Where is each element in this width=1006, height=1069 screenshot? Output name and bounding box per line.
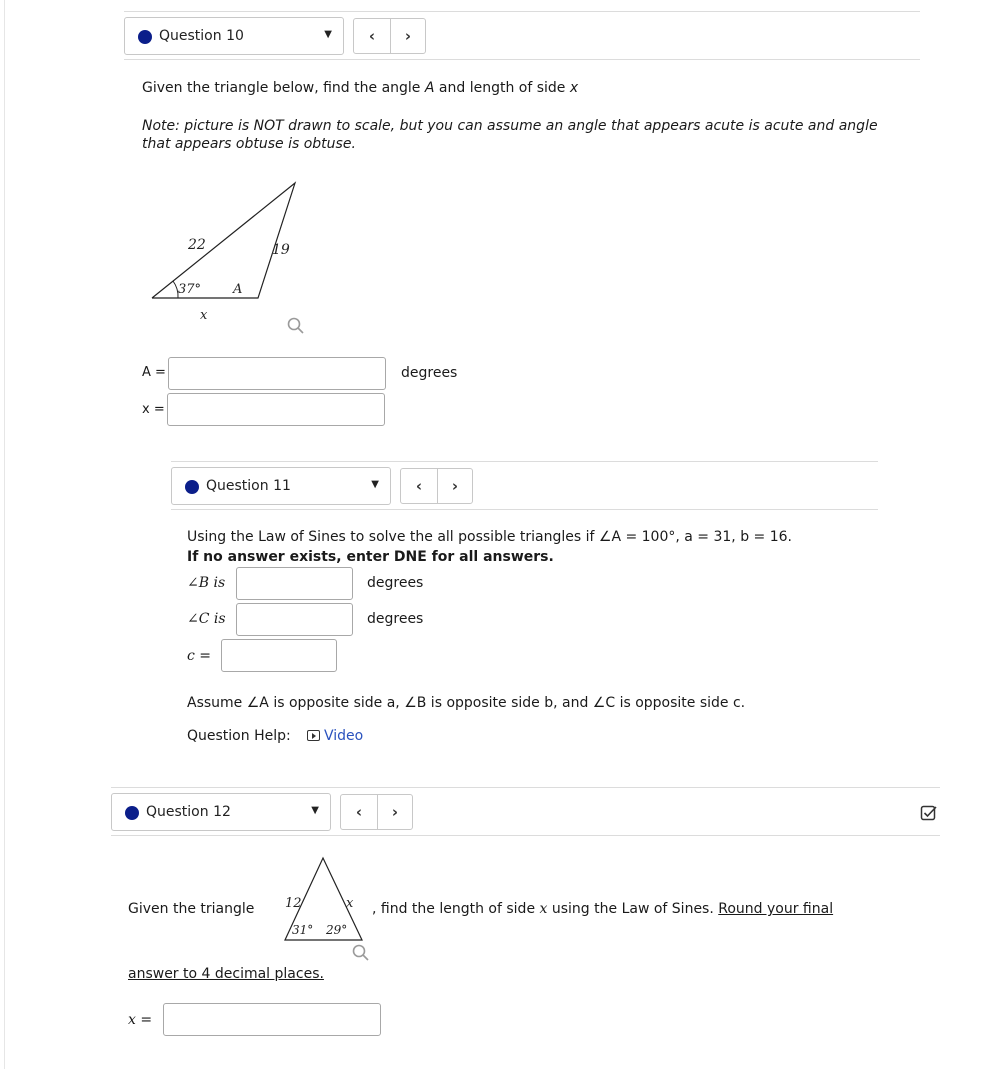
- question-prompt: Given the triangle below, find the angle A and length of side x: [142, 80, 579, 96]
- question-selector-label: Question 11: [206, 478, 291, 494]
- prev-question-button[interactable]: ‹: [354, 19, 391, 53]
- side-x-input[interactable]: [163, 1003, 381, 1036]
- divider: [124, 59, 920, 60]
- side-label-bottom: x: [200, 308, 208, 323]
- question-nav: [400, 468, 473, 504]
- question-nav: [340, 794, 413, 830]
- divider: [171, 509, 878, 510]
- side-label-right: 19: [272, 242, 290, 258]
- angle-c-label: ∠C is: [187, 611, 226, 627]
- side-label-left: 12: [285, 896, 302, 911]
- question-selector-label: Question 10: [159, 28, 244, 44]
- prev-question-button[interactable]: ‹: [401, 469, 438, 503]
- angle-b-input[interactable]: [236, 567, 353, 600]
- triangle-figure: [140, 175, 320, 345]
- caret-down-icon: ▼: [324, 29, 332, 40]
- angle-c-input[interactable]: [236, 603, 353, 636]
- question-prompt-prefix: Given the triangle: [128, 901, 255, 917]
- side-x-input[interactable]: [167, 393, 385, 426]
- side-c-label: c =: [187, 648, 212, 664]
- divider: [111, 787, 940, 788]
- status-dot-icon: [138, 30, 152, 44]
- left-rule: [4, 0, 5, 1069]
- question-nav: [353, 18, 426, 54]
- video-help-link[interactable]: Video: [307, 728, 363, 744]
- next-question-button[interactable]: ›: [451, 477, 459, 495]
- question-prompt-suffix: , find the length of side x using the Law of Sines. Round your final: [372, 901, 834, 917]
- rounding-instruction-cont: answer to 4 decimal places.: [128, 966, 324, 982]
- angle-a-input[interactable]: [168, 357, 386, 390]
- angle-label-right: 29°: [326, 923, 348, 937]
- triangle-figure: [278, 855, 373, 967]
- divider: [171, 461, 878, 462]
- rounding-instruction: Round your final: [718, 901, 834, 917]
- caret-down-icon: ▼: [311, 805, 319, 816]
- angle-b-unit: degrees: [367, 575, 424, 591]
- divider: [124, 11, 920, 12]
- divider: [111, 835, 940, 836]
- angle-c-unit: degrees: [367, 611, 424, 627]
- angle-label: 37°: [178, 282, 202, 297]
- checkbox-status-icon: [920, 804, 938, 822]
- vertex-label: A: [233, 282, 243, 297]
- side-label-right: x: [346, 896, 354, 911]
- next-question-button[interactable]: ›: [404, 27, 412, 45]
- next-question-button[interactable]: ›: [391, 803, 399, 821]
- question-instruction: If no answer exists, enter DNE for all answers.: [187, 549, 554, 565]
- prev-question-button[interactable]: ‹: [341, 795, 378, 829]
- answer-a-unit: degrees: [401, 365, 458, 381]
- question-note-line2: that appears obtuse is obtuse.: [142, 136, 356, 152]
- answer-x-label: x =: [142, 402, 165, 417]
- question-11-selector[interactable]: [171, 467, 391, 505]
- caret-down-icon: ▼: [371, 479, 379, 490]
- assumption-text: Assume ∠A is opposite side a, ∠B is opposite side b, and ∠C is opposite side c.: [187, 695, 746, 711]
- side-c-input[interactable]: [221, 639, 337, 672]
- angle-label-left: 31°: [292, 923, 314, 937]
- zoom-icon[interactable]: [354, 946, 369, 961]
- question-note-line1: Note: picture is NOT drawn to scale, but you can assume an angle that appears acute is acute and angle: [142, 118, 878, 134]
- zoom-icon[interactable]: [289, 319, 304, 334]
- question-12-selector[interactable]: [111, 793, 331, 831]
- question-selector-label: Question 12: [146, 804, 231, 820]
- video-play-icon: [307, 730, 320, 741]
- angle-b-label: ∠B is: [187, 575, 226, 591]
- question-prompt: Using the Law of Sines to solve the all possible triangles if ∠A = 100°, a = 31, b = 16.: [187, 529, 792, 545]
- status-dot-icon: [125, 806, 139, 820]
- question-10-selector[interactable]: [124, 17, 344, 55]
- side-label-top: 22: [188, 237, 206, 253]
- question-help-label: Question Help:: [187, 728, 291, 744]
- status-dot-icon: [185, 480, 199, 494]
- triangle-outline: [152, 183, 295, 298]
- answer-x-label: x =: [128, 1012, 153, 1028]
- answer-a-label: A =: [142, 365, 166, 380]
